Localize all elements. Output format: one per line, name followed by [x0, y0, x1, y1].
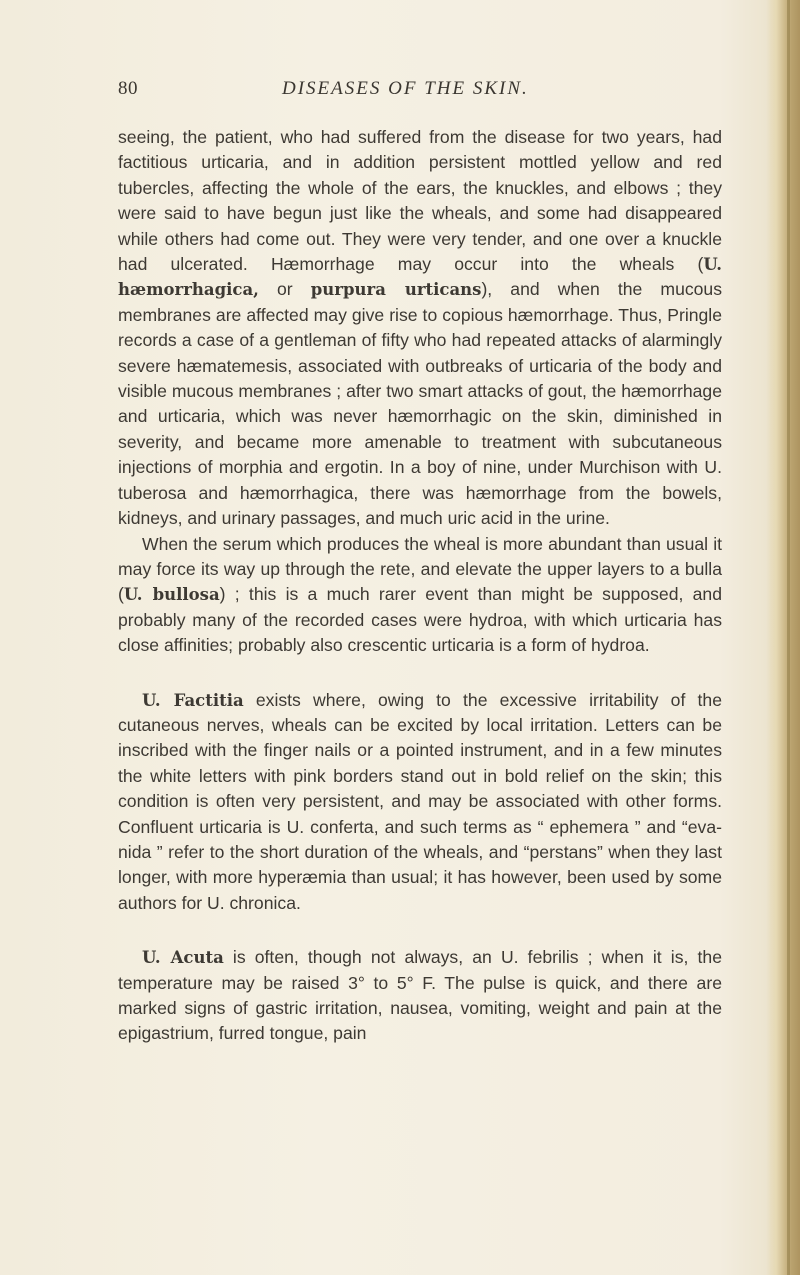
paragraph-3-segment-2: exists where, owing to the excessive irritability of the cutaneous nerves, wheals can be excited by local irritation. Letters can be inscribed with the finger nails or a pointed instrument, and in a few minutes the white letters with pink borders stand out in bold relief on the skin; this condition is often very persistent, and may be associated with other forms. Confluent urticaria is U. conferta, and such terms as “ ephemera ” and “evanida ” refer to the short duration of the wheals, and “perstans” when they last longer, with more hyperæmia than usual; it has however, been used by some authors for U. chronica.	[118, 689, 722, 913]
term-bullosa: U. bullosa	[123, 585, 220, 605]
paragraph-1-segment-5: ), and when the mucous membranes are affected may give rise to copious hæmorrhage. Thus, Pringle records a case of a gentleman of fifty who had repeated attacks of alarmingly severe hæmatemesis, associated with outbreaks of urticaria of the body and visible mucous membranes ; after two smart attacks of gout, the hæmorrhage and urticaria, which was never hæmorrhagic on the skin, diminished in severity, and became more amenable to treatment with subcutaneous injections of morphia and ergotin. In a boy of nine, under Murchison with U. tuberosa and hæmorrhagica, there was hæmorrhage from the bowels, kidneys, and urinary passages, and much uric acid in the urine.	[118, 279, 723, 529]
running-head: DISEASES OF THE SKIN.	[282, 78, 529, 99]
term-haemorrhagica: U. hæmorrhagica,	[118, 255, 722, 300]
paragraph-gap	[118, 916, 722, 945]
book-spine-shadow	[766, 0, 800, 1275]
paragraph-1-segment-1: seeing, the patient, who had suffered from the disease for two years, had factitious urticaria, and in addition persistent mottled yellow and red tubercles, affecting the whole of the ears, the knuckles, and elbows ; they were said to have begun just like the wheals, and some had disappeared while others had come out. They were very tender, and one over a knuckle had ulcerated. Hæmorrhage may occur into the wheals (	[118, 127, 722, 275]
paragraph-2	[118, 532, 722, 659]
term-factitia: U. Factitia	[142, 690, 244, 710]
page-number: 80	[118, 78, 138, 99]
paragraph-gap	[118, 659, 722, 688]
paragraph-4-segment-2: is often, though not always, an U. febrilis ; when it is, the temperature may be raised 3° to 5° F. The pulse is quick, and there are marked signs of gastric irritation, nausea, vomiting, weight and pain at the epigastrium, furred tongue, pain	[118, 947, 722, 1044]
book-gutter-edge	[787, 0, 790, 1275]
paragraph-1	[118, 125, 722, 532]
paragraph-4	[118, 945, 722, 1047]
body-text	[118, 125, 722, 1047]
term-acuta: U. Acuta	[142, 948, 224, 968]
paragraph-1-segment-3: or	[258, 279, 311, 300]
term-purpura-urticans: purpura urticans	[310, 280, 482, 300]
paragraph-2-segment-3: ) ; this is a much rarer event than might be supposed, and probably many of the recorded cases were hydroa, with which urticaria has close affinities; probably also crescentic urticaria is a form of hydroa.	[118, 584, 722, 656]
page-header	[118, 78, 722, 108]
paragraph-3	[118, 688, 722, 917]
paragraph-2-segment-1: When the serum which produces the wheal is more abundant than usual it may force its way up through the rete, and elevate the upper layers to a bulla (	[118, 533, 722, 605]
